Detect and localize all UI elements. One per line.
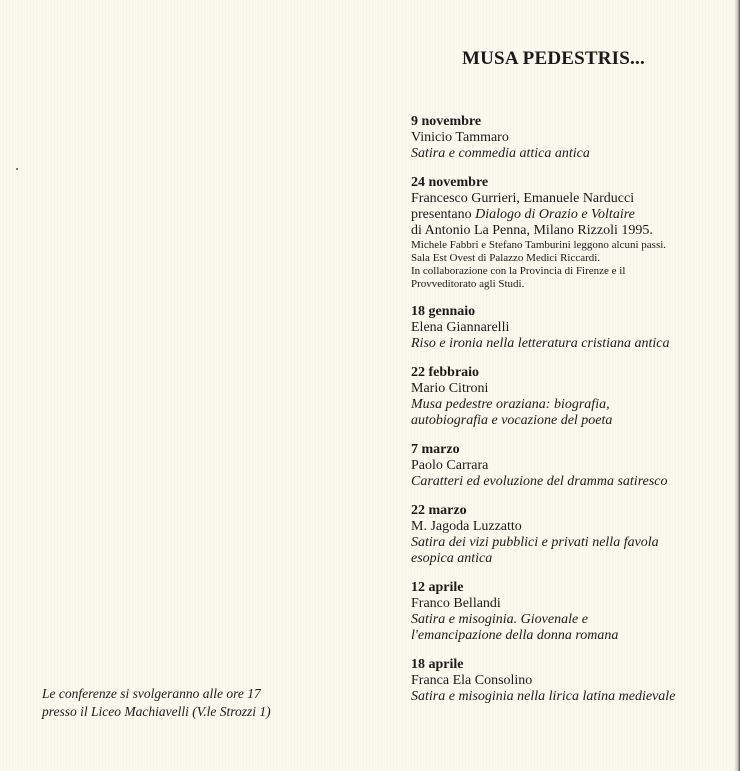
event-talk: Musa pedestre oraziana: biografia,: [411, 397, 610, 412]
event-note: Michele Fabbri e Stefano Tamburini leggono alcuni passi.: [411, 239, 667, 251]
event-speaker: Franca Ela Consolino: [411, 673, 533, 688]
page-title: MUSA PEDESTRIS...: [462, 48, 645, 69]
event-item: [411, 304, 731, 352]
event-talk: Satira dei vizi pubblici e privati nella favola: [411, 535, 659, 550]
event-item: [411, 175, 731, 291]
event-talk: l'emancipazione della donna romana: [411, 628, 619, 643]
event-date: 18 gennaio: [411, 304, 476, 319]
event-item: [411, 580, 731, 644]
event-presentation: [411, 207, 731, 223]
event-speaker: M. Jagoda Luzzatto: [411, 519, 522, 534]
event-item: [411, 365, 731, 429]
event-speaker: Francesco Gurrieri, Emanuele Narducci: [411, 191, 635, 206]
event-speaker: Franco Bellandi: [411, 596, 501, 611]
event-talk: Satira e commedia attica antica: [411, 146, 590, 161]
event-talk: Satira e misoginia. Giovenale e: [411, 612, 588, 627]
event-date: 22 febbraio: [411, 365, 480, 380]
event-speaker: Vinicio Tammaro: [411, 130, 509, 145]
event-note: Sala Est Ovest di Palazzo Medici Riccardi.: [411, 252, 601, 264]
event-talk: Satira e misoginia nella lirica latina medievale: [411, 689, 676, 704]
event-date: 7 marzo: [411, 442, 460, 457]
venue-note-line: Le conferenze si svolgeranno alle ore 17: [42, 686, 261, 701]
event-talk: esopica antica: [411, 551, 493, 566]
event-date: 9 novembre: [411, 114, 482, 129]
event-talk: Riso e ironia nella letteratura cristiana antica: [411, 336, 670, 351]
event-item: [411, 442, 731, 490]
event-item: [411, 503, 731, 567]
event-date: 18 aprile: [411, 657, 464, 672]
book-details: di Antonio La Penna, Milano Rizzoli 1995.: [411, 223, 653, 238]
venue-note-line: presso il Liceo Machiavelli (V.le Strozzi 1): [42, 704, 271, 719]
event-item: [411, 114, 731, 162]
event-date: 24 novembre: [411, 175, 489, 190]
venue-note: [42, 685, 271, 721]
event-talk: autobiografia e vocazione del poeta: [411, 413, 613, 428]
event-speaker: Mario Citroni: [411, 381, 489, 396]
event-note: In collaborazione con la Provincia di Firenze e il: [411, 265, 626, 277]
program-list: [411, 114, 731, 718]
event-speaker: Paolo Carrara: [411, 458, 489, 473]
event-note: Provveditorato agli Studi.: [411, 278, 525, 290]
event-item: [411, 657, 731, 705]
event-date: 12 aprile: [411, 580, 464, 595]
event-talk: Caratteri ed evoluzione del dramma satiresco: [411, 474, 668, 489]
event-date: 22 marzo: [411, 503, 467, 518]
book-title: Dialogo di Orazio e Voltaire: [475, 207, 635, 222]
presentation-verb: presentano: [411, 207, 472, 222]
speck: [16, 168, 18, 170]
page-edge-shadow: [734, 0, 740, 771]
event-speaker: Elena Giannarelli: [411, 320, 510, 335]
